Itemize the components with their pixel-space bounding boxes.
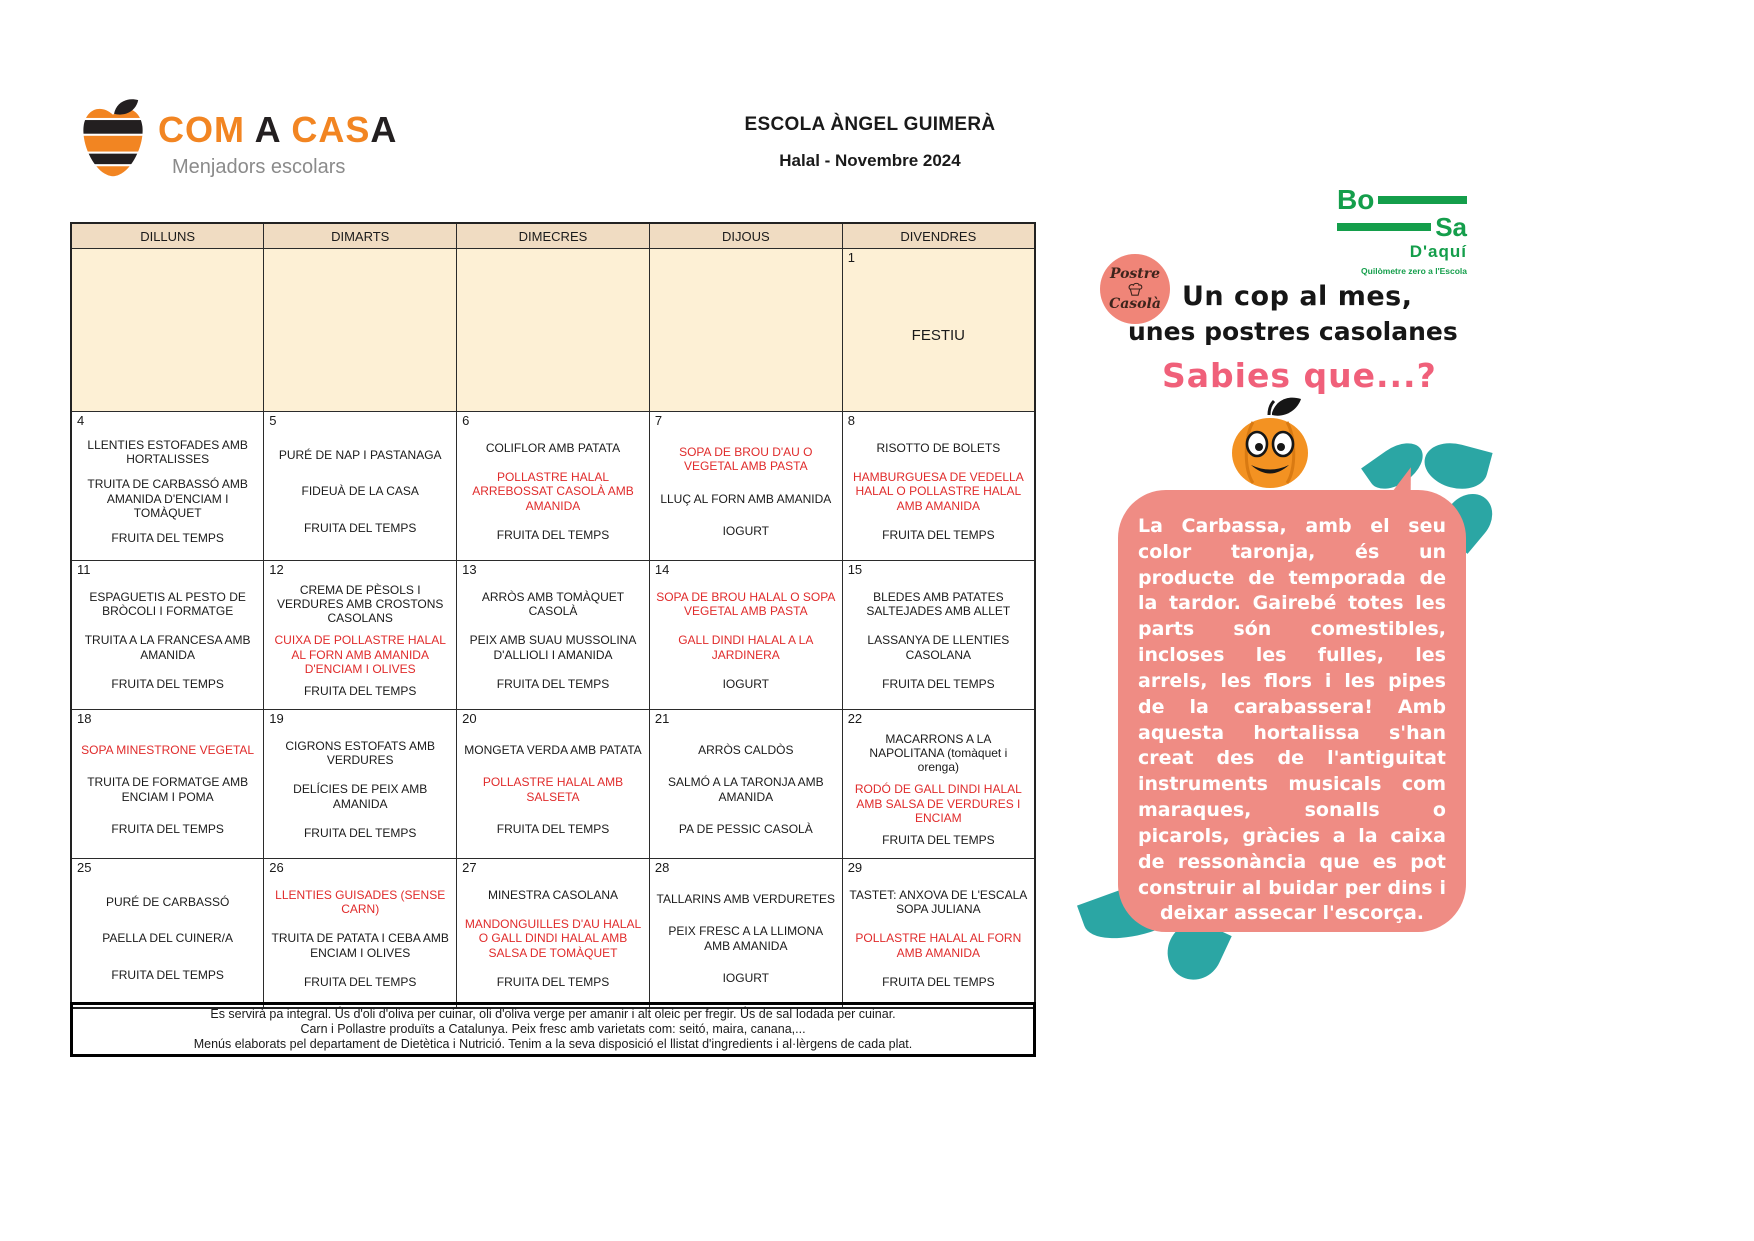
brand-text bbox=[158, 98, 397, 179]
footer-line: Carn i Pollastre produïts a Catalunya. Peix fresc amb varietats com: seitó, maira, canana,... bbox=[300, 1022, 806, 1036]
cupcake-icon bbox=[1127, 282, 1143, 296]
day-number: 7 bbox=[654, 413, 663, 428]
day-cell bbox=[649, 859, 842, 1009]
day-number: 4 bbox=[77, 413, 85, 428]
menu-item: TRUITA A LA FRANCESA AMB AMANIDA bbox=[84, 633, 251, 662]
day-number: 19 bbox=[269, 711, 284, 726]
day-number: 22 bbox=[847, 711, 863, 726]
brand-name-segment: CAS bbox=[291, 109, 371, 150]
menu-item: TRUITA DE CARBASSÓ AMB AMANIDA D'ENCIAM I TOMÀQUET bbox=[87, 477, 248, 520]
day-number: 14 bbox=[654, 562, 670, 577]
day-number: 18 bbox=[77, 711, 92, 726]
brand-name-segment: A bbox=[370, 109, 398, 150]
bosa-daqui-logo bbox=[1337, 186, 1467, 276]
day-cell bbox=[842, 859, 1035, 1009]
menu-item: PURÉ DE NAP I PASTANAGA bbox=[278, 448, 442, 463]
day-cell bbox=[842, 561, 1035, 710]
menu-item: FRUITA DEL TEMPS bbox=[882, 974, 995, 989]
menu-item: POLLASTRE HALAL AL FORN AMB AMANIDA bbox=[855, 931, 1022, 960]
day-header: DIJOUS bbox=[649, 223, 842, 249]
school-title: ESCOLA ÀNGEL GUIMERÀ bbox=[744, 114, 996, 135]
menu-item: MONGETA VERDA AMB PATATA bbox=[464, 742, 642, 757]
menu-item: DELÍCIES DE PEIX AMB AMANIDA bbox=[293, 782, 428, 811]
day-number: 25 bbox=[77, 860, 92, 875]
day-number: 1 bbox=[847, 250, 855, 265]
menu-item: FRUITA DEL TEMPS bbox=[111, 676, 224, 691]
menu-item: CREMA DE PÈSOLS I VERDURES AMB CROSTONS CASOLANS bbox=[276, 582, 444, 626]
footer-line: Menús elaborats pel departament de Dietètica i Nutrició. Tenim a la seva disposició el llistat d'ingredients i al·lèrgens de cada plat. bbox=[193, 1037, 913, 1051]
day-cell bbox=[649, 710, 842, 859]
menu-item: TRUITA DE FORMATGE AMB ENCIAM I POMA bbox=[87, 775, 249, 804]
menu-item: FRUITA DEL TEMPS bbox=[496, 974, 610, 989]
footer-line: Es servirà pa integral. Ús d'oli d'oliva per cuinar, oli d'oliva verge per amanir i alt oleic per fregir. Ús de sal Iodada per cuinar. bbox=[210, 1007, 896, 1021]
bosa-logo-line1: Bo bbox=[1337, 184, 1375, 215]
menu-item: FESTIU bbox=[911, 326, 966, 344]
school-heading bbox=[690, 114, 1050, 171]
menu-item: FRUITA DEL TEMPS bbox=[303, 825, 417, 840]
day-number: 28 bbox=[654, 860, 670, 875]
menu-item: MINESTRA CASOLANA bbox=[487, 888, 618, 903]
bosa-logo-line3: D'aquí bbox=[1409, 242, 1467, 261]
day-cell bbox=[264, 561, 457, 710]
menu-item: BLEDES AMB PATATES SALTEJADES AMB ALLET bbox=[866, 590, 1011, 619]
teal-splash-icon bbox=[1419, 436, 1492, 495]
week-row bbox=[71, 710, 1035, 859]
calendar-header-row bbox=[71, 223, 1035, 249]
menu-item: CIGRONS ESTOFATS AMB VERDURES bbox=[285, 739, 435, 768]
day-cell bbox=[649, 561, 842, 710]
sabies-que-heading: Sabies que...? bbox=[1162, 356, 1437, 395]
menu-item: FRUITA DEL TEMPS bbox=[303, 520, 417, 535]
menu-item: LLUÇ AL FORN AMB AMANIDA bbox=[660, 491, 832, 506]
menu-item: TRUITA DE PATATA I CEBA AMB ENCIAM I OLIVES bbox=[271, 931, 449, 960]
week-row bbox=[71, 412, 1035, 561]
day-number: 21 bbox=[654, 711, 670, 726]
menu-item: PURÉ DE CARBASSÓ bbox=[105, 895, 230, 910]
brand-name bbox=[158, 109, 398, 150]
menu-item: FRUITA DEL TEMPS bbox=[111, 531, 224, 546]
menu-item: PEIX FRESC A LA LLIMONA AMB AMANIDA bbox=[668, 924, 824, 953]
day-number: 8 bbox=[847, 413, 855, 428]
day-cell bbox=[649, 249, 842, 412]
footer-notes bbox=[70, 1002, 1036, 1057]
menu-item: IOGURT bbox=[722, 524, 770, 539]
badge-top-text: Postre bbox=[1109, 266, 1161, 282]
week-row bbox=[71, 561, 1035, 710]
apple-logo-icon bbox=[78, 98, 148, 182]
menu-item: PA DE PESSIC CASOLÀ bbox=[678, 822, 813, 837]
day-cell bbox=[71, 710, 264, 859]
brand-logo bbox=[78, 98, 397, 182]
day-number: 27 bbox=[462, 860, 477, 875]
day-number: 15 bbox=[847, 562, 863, 577]
day-cell bbox=[71, 412, 264, 561]
menu-month-title: Halal - Novembre 2024 bbox=[779, 151, 961, 170]
menu-item: SALMÓ A LA TARONJA AMB AMANIDA bbox=[667, 775, 824, 804]
promo-line-1: Un cop al mes, bbox=[1182, 281, 1413, 312]
menu-item: FRUITA DEL TEMPS bbox=[496, 822, 610, 837]
menu-item: LLENTIES ESTOFADES AMB HORTALISSES bbox=[87, 437, 248, 466]
day-cell bbox=[264, 710, 457, 859]
menu-item: GALL DINDI HALAL A LA JARDINERA bbox=[678, 633, 814, 662]
menu-item: ESPAGUETIS AL PESTO DE BRÒCOLI I FORMATGE bbox=[89, 590, 246, 619]
day-header: DIMECRES bbox=[457, 223, 650, 249]
day-number: 12 bbox=[269, 562, 284, 577]
brand-name-segment: A bbox=[245, 109, 292, 150]
day-cell bbox=[842, 710, 1035, 859]
menu-item: TASTET: ANXOVA DE L'ESCALA SOPA JULIANA bbox=[849, 888, 1028, 917]
logo-stripe bbox=[1378, 196, 1467, 204]
day-number: 20 bbox=[462, 711, 477, 726]
menu-item: TALLARINS AMB VERDURETES bbox=[656, 891, 836, 906]
day-cell bbox=[264, 412, 457, 561]
menu-item: FRUITA DEL TEMPS bbox=[303, 683, 417, 698]
day-number: 6 bbox=[462, 413, 470, 428]
menu-item: COLIFLOR AMB PATATA bbox=[485, 441, 621, 456]
day-cell bbox=[457, 859, 650, 1009]
menu-item: ARRÒS AMB TOMÀQUET CASOLÀ bbox=[481, 590, 625, 619]
menu-item: FRUITA DEL TEMPS bbox=[882, 676, 995, 691]
day-cell bbox=[71, 249, 264, 412]
week-row bbox=[71, 249, 1035, 412]
menu-item: MANDONGUILLES D'AU HALAL O GALL DINDI HALAL AMB SALSA DE TOMÀQUET bbox=[464, 917, 642, 960]
day-cell bbox=[842, 412, 1035, 561]
pumpkin-character-icon bbox=[1225, 392, 1317, 492]
menu-calendar-table bbox=[70, 222, 1036, 1009]
day-cell bbox=[457, 710, 650, 859]
menu-item: RISOTTO DE BOLETS bbox=[876, 441, 1001, 456]
carbassa-speech-bubble bbox=[1118, 490, 1466, 932]
day-header: DIMARTS bbox=[264, 223, 457, 249]
day-cell bbox=[842, 249, 1035, 412]
day-cell bbox=[649, 412, 842, 561]
menu-item: FRUITA DEL TEMPS bbox=[496, 527, 610, 542]
menu-item: LASSANYA DE LLENTIES CASOLANA bbox=[867, 633, 1010, 662]
day-cell bbox=[457, 561, 650, 710]
day-cell bbox=[457, 249, 650, 412]
menu-item: PEIX AMB SUAU MUSSOLINA D'ALLIOLI I AMANIDA bbox=[469, 633, 637, 662]
day-number: 5 bbox=[269, 413, 277, 428]
day-cell bbox=[457, 412, 650, 561]
bosa-logo-line2: Sa bbox=[1435, 212, 1467, 242]
menu-item: MACARRONS A LA NAPOLITANA (tomàquet i orenga) bbox=[869, 731, 1008, 775]
promo-line-2: unes postres casolanes bbox=[1128, 317, 1458, 346]
menu-item: IOGURT bbox=[722, 676, 770, 691]
menu-item: CUIXA DE POLLASTRE HALAL AL FORN AMB AMANIDA D'ENCIAM I OLIVES bbox=[274, 633, 446, 676]
menu-item: FRUITA DEL TEMPS bbox=[111, 822, 224, 837]
badge-bottom-text: Casolà bbox=[1109, 296, 1161, 312]
day-number: 13 bbox=[462, 562, 477, 577]
menu-item: PAELLA DEL CUINER/A bbox=[102, 931, 233, 946]
day-cell bbox=[264, 859, 457, 1009]
week-row bbox=[71, 859, 1035, 1009]
menu-item: FRUITA DEL TEMPS bbox=[303, 974, 417, 989]
day-number: 11 bbox=[77, 562, 91, 577]
carbassa-fact-text: La Carbassa, amb el seu color taronja, és un producte de temporada de la tardor. Gairebé totes les parts són comestibles, incloses les fulles, les arrels, les flors i les pipes de la carabassera! Amb aquesta hortalissa s'han creat des de l'antiguitat instruments musicals com maraques, sonalls o picarols, gràcies a la caixa de ressonància que es pot construir al buidar per dins i deixar assecar l'escorça. bbox=[1138, 515, 1446, 925]
menu-item: FIDEUÀ DE LA CASA bbox=[301, 484, 419, 499]
day-cell bbox=[71, 859, 264, 1009]
menu-item: ARRÒS CALDÒS bbox=[698, 742, 794, 757]
day-number: 29 bbox=[847, 860, 863, 875]
menu-item: FRUITA DEL TEMPS bbox=[882, 527, 995, 542]
menu-item: LLENTIES GUISADES (SENSE CARN) bbox=[275, 888, 446, 917]
menu-item: HAMBURGUESA DE VEDELLA HALAL O POLLASTRE HALAL AMB AMANIDA bbox=[852, 470, 1024, 513]
menu-item: SOPA MINESTRONE VEGETAL bbox=[81, 742, 255, 757]
menu-item: SOPA DE BROU HALAL O SOPA VEGETAL AMB PASTA bbox=[656, 590, 836, 619]
menu-item: SOPA DE BROU D'AU O VEGETAL AMB PASTA bbox=[679, 444, 813, 473]
day-cell bbox=[71, 561, 264, 710]
bosa-logo-tagline: Quilòmetre zero a l'Escola bbox=[1361, 266, 1467, 276]
menu-item: POLLASTRE HALAL AMB SALSETA bbox=[482, 775, 624, 804]
brand-name-segment: COM bbox=[158, 109, 245, 150]
menu-item: RODÓ DE GALL DINDI HALAL AMB SALSA DE VERDURES I ENCIAM bbox=[854, 782, 1022, 825]
menu-item: FRUITA DEL TEMPS bbox=[496, 676, 610, 691]
menu-item: FRUITA DEL TEMPS bbox=[882, 832, 995, 847]
day-header: DILLUNS bbox=[71, 223, 264, 249]
day-header: DIVENDRES bbox=[842, 223, 1035, 249]
menu-item: FRUITA DEL TEMPS bbox=[111, 967, 224, 982]
logo-stripe bbox=[1337, 223, 1431, 231]
day-number: 26 bbox=[269, 860, 284, 875]
menu-item: IOGURT bbox=[722, 971, 770, 986]
day-cell bbox=[264, 249, 457, 412]
postre-casola-badge bbox=[1100, 254, 1170, 324]
menu-item: POLLASTRE HALAL ARREBOSSAT CASOLÀ AMB AMANIDA bbox=[472, 470, 634, 513]
brand-subtitle: Menjadors escolars bbox=[172, 156, 346, 178]
